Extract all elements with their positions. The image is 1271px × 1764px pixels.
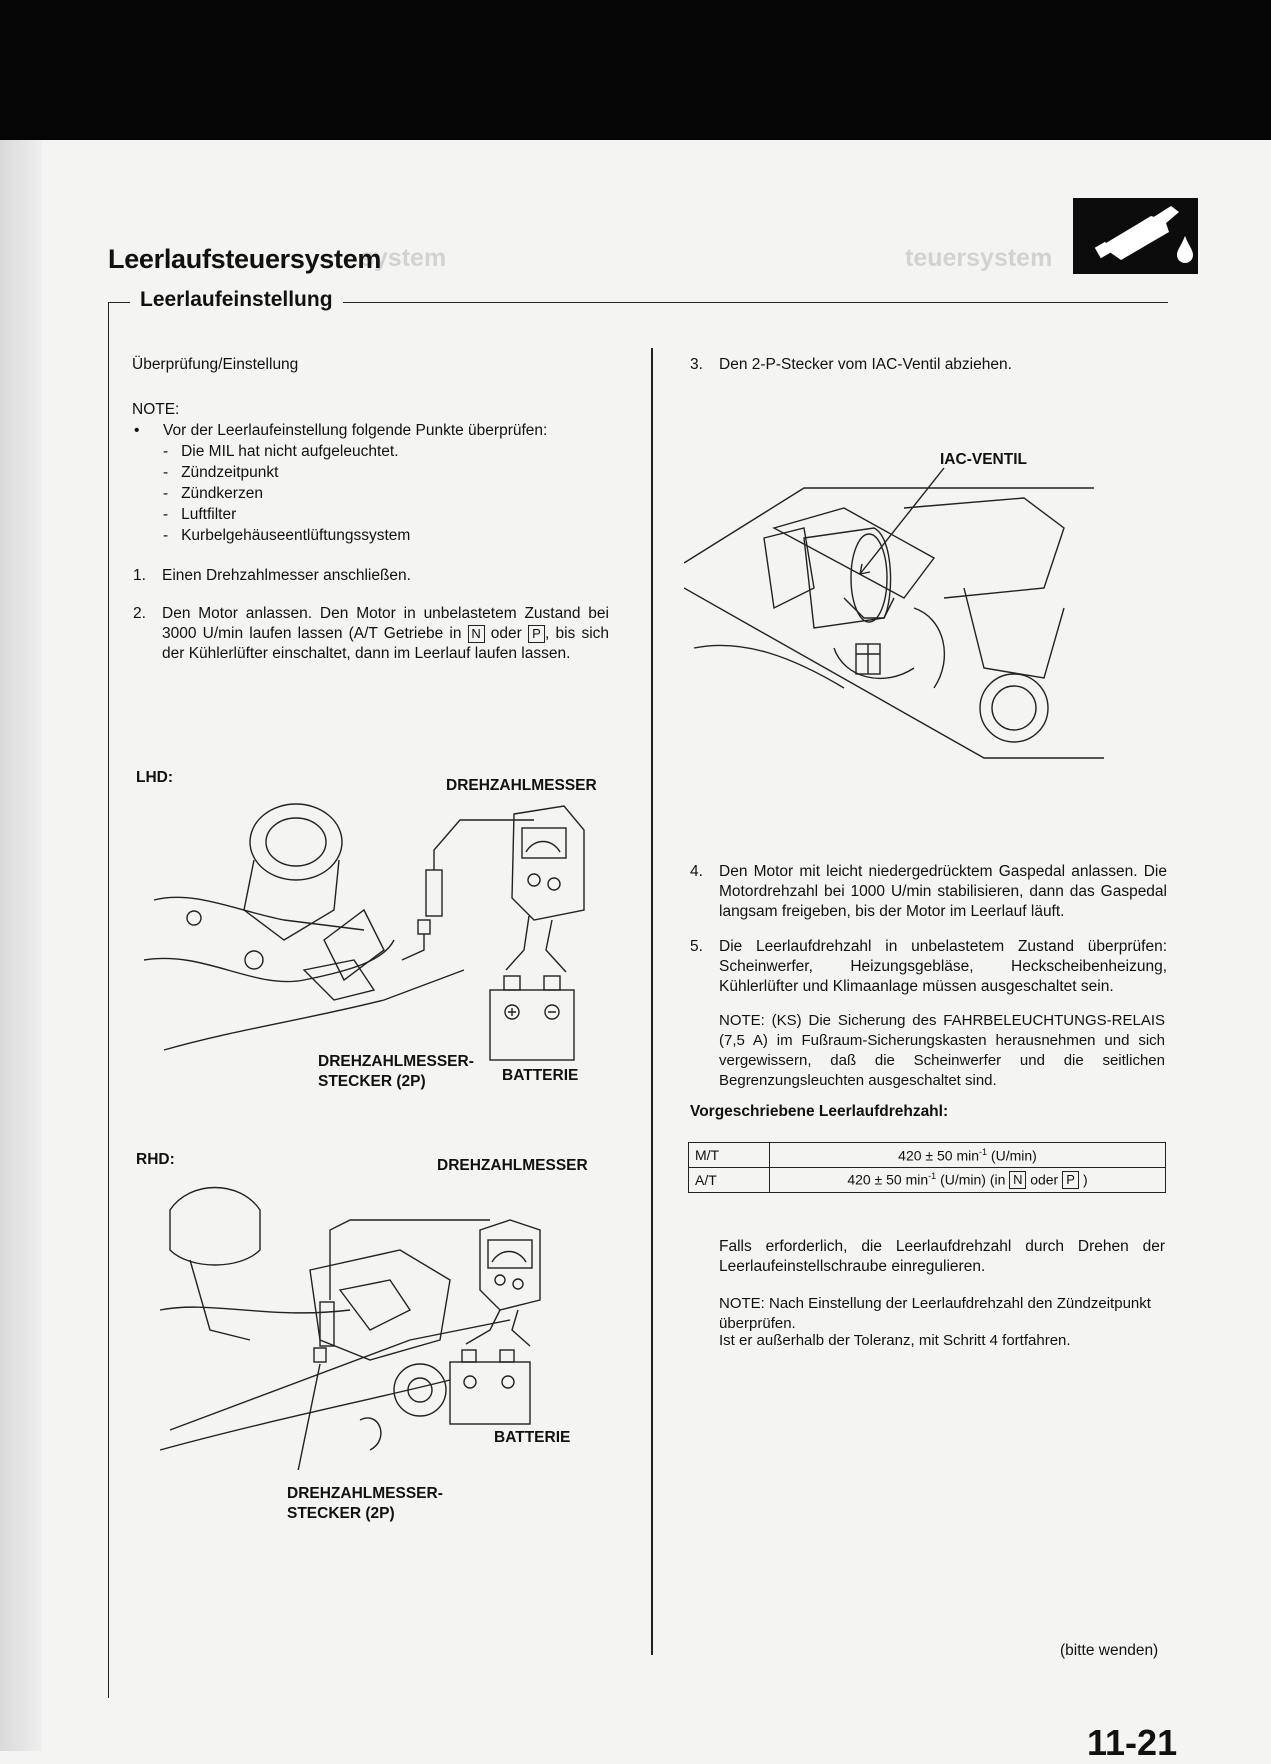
- iac-valve-illustration: [684, 468, 1104, 768]
- rhd-engine-illustration: [150, 1170, 620, 1470]
- section-title: Leerlaufeinstellung: [130, 288, 343, 312]
- subheading: Überprüfung/Einstellung: [132, 356, 299, 373]
- show-through-text: teuersystem: [905, 244, 1053, 272]
- table-cell: A/T: [689, 1168, 770, 1193]
- adjust-text: Falls erforderlich, die Leerlaufdrehzahl durch Drehen der Leerlaufeinstellschraube einregulieren.: [719, 1238, 1165, 1275]
- rhd-battery-label: BATTERIE: [494, 1429, 571, 1446]
- note-intro: Vor der Leerlaufeinstellung folgende Punkte überprüfen:: [163, 422, 548, 439]
- lhd-tachometer-label: DREHZAHLMESSER: [446, 777, 597, 794]
- list-item: - Zündkerzen: [163, 485, 263, 502]
- lhd-engine-illustration: [134, 790, 624, 1070]
- column-divider: [651, 348, 653, 1655]
- note-timing-2: Ist er außerhalb der Toleranz, mit Schritt 4 fortfahren.: [719, 1332, 1071, 1349]
- step-2: 2. Den Motor anlassen. Den Motor in unbelastetem Zustand bei 3000 U/min laufen lassen (A/T Getriebe in N oder P , bis sich der Kühlerlüfter einschaltet, dann im Leerlauf laufen lassen.: [133, 605, 610, 662]
- fuel-section-icon: [1073, 198, 1198, 274]
- list-item: - Kurbelgehäuseentlüftungssystem: [163, 527, 411, 544]
- gear-n-symbol: N: [468, 625, 485, 643]
- note-timing: NOTE: Nach Einstellung der Leerlaufdrehzahl den Zündzeitpunkt überprüfen.: [719, 1295, 1151, 1332]
- table-cell: 420 ± 50 $\min^{-1} (U/\min)$: [770, 1143, 1166, 1168]
- list-item: - Zündzeitpunkt: [163, 464, 279, 481]
- step-4: 4. Den Motor mit leicht niedergedrücktem Gaspedal anlassen. Die Motordrehzahl bei 1000 U/min stabilisieren, dann das Gaspedal langsam freigeben, bis der Motor im Leerlauf läuft.: [690, 863, 1167, 920]
- bullet-icon: •: [134, 422, 140, 439]
- table-cell: 420 ± 50 $\min^{-1} (U/\min)$ (in N oder P ): [770, 1168, 1166, 1193]
- idle-speed-table: [688, 1142, 1166, 1193]
- spec-heading: Vorgeschriebene Leerlaufdrehzahl:: [690, 1103, 949, 1120]
- table-row: [689, 1143, 1166, 1168]
- gear-p-symbol: P: [1062, 1171, 1079, 1189]
- gear-p-symbol: P: [528, 625, 545, 643]
- note-ks: NOTE: (KS) Die Sicherung des FAHRBELEUCHTUNGS-RELAIS (7,5 A) im Fußraum-Sicherungskasten herausnehmen und sich vergewissern, daß die Scheinwerfer und die seitlichen Begrenzungsleuchten ausgeschaltet sind.: [719, 1012, 1165, 1089]
- rhd-tachometer-label: DREHZAHLMESSER: [437, 1157, 588, 1174]
- lhd-label: LHD:: [136, 769, 174, 786]
- note-label: NOTE:: [132, 401, 180, 418]
- page-number: 11-21: [1087, 1722, 1178, 1763]
- step-5: 5. Die Leerlaufdrehzahl in unbelastetem Zustand überprüfen: Scheinwerfer, Heizungsgebläse, Heckscheibenheizung, Kühlerlüfter und Klimaanlage müssen ausgeschaltet sein.: [690, 938, 1167, 995]
- list-item: - Die MIL hat nicht aufgeleuchtet.: [163, 443, 399, 460]
- binding-shadow: [0, 140, 42, 1751]
- page-title: Leerlaufsteuersystem: [108, 244, 382, 274]
- scan-dark-border: [0, 0, 1271, 140]
- table-cell: M/T: [689, 1143, 770, 1168]
- iac-valve-label: IAC-VENTIL: [940, 451, 1027, 468]
- lhd-battery-label: BATTERIE: [502, 1067, 579, 1084]
- rhd-connector-label-1: DREHZAHLMESSER-: [287, 1485, 443, 1502]
- rhd-label: RHD:: [136, 1151, 175, 1168]
- table-row: [689, 1168, 1166, 1193]
- rhd-connector-label-2: STECKER (2P): [287, 1505, 395, 1522]
- list-item: - Luftfilter: [163, 506, 237, 523]
- show-through-text: system: [360, 244, 447, 272]
- lhd-connector-label-2: STECKER (2P): [318, 1073, 426, 1090]
- continue-note: (bitte wenden): [1060, 1642, 1159, 1659]
- gear-n-symbol: N: [1009, 1171, 1026, 1189]
- lhd-connector-label-1: DREHZAHLMESSER-: [318, 1053, 474, 1070]
